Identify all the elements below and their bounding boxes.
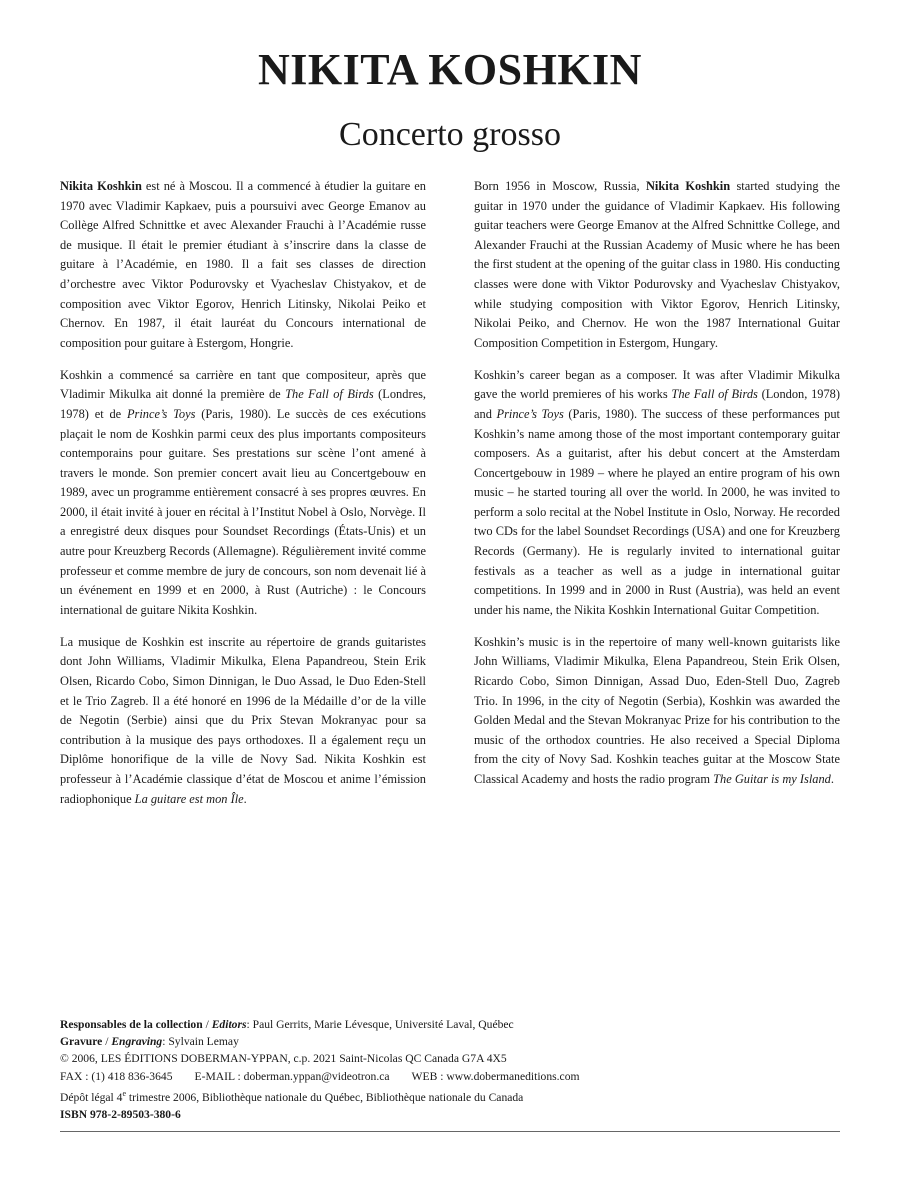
text-run: (Paris, 1980). Le succès de ces exécutions plaçait le nom de Koshkin parmi ceux des plus importants compositeurs contemporains pour guitare. Ses prestations sur scène l’ont amené à travers le monde. Son premier concert avait lieu au Concertgebouw en 1989, avec un programme entièrement consacré à ses propres œuvres. En 2000, il était invité à jouer en récital à l’Institut Nobel à Oslo, Norvège. Il a enregistré deux disques pour Soundset Recordings (États-Unis) et un autre pour Kreuzberg Records (Allemagne). Régulièrement invité comme professeur et comme membre de jury de concours, son nom devenait lié à un événement en 1999 et en 2000, à Rust (Autriche) : le Concours international de guitare Nikita Koshkin. [60,406,427,617]
isbn-line [60,1106,840,1123]
engraving-separator: / [102,1035,112,1049]
text-run: est né à Moscou. Il a commencé à étudier la guitare en 1970 avec Vladimir Kapkaev, puis a poursuivi avec George Emanov au Collège Alfred Schnittke et avec Alexander Frauchi à l’Académie russe de musique. Il était le premier étudiant à s’inscrire dans la classe de guitare à l’Académie, en 1980. Il a fait ses classes de direction d’orchestre avec Viktor Podurovsky et Vyacheslav Chistyakov, et de composition avec Viktor Egorov, Henrich Litinsky, Nikolai Peiko et Chernov. En 1987, il était lauréat du Concours international de composition pour guitare à Estergom, Hongrie. [60,179,426,350]
website: WEB : www.dobermaneditions.com [411,1069,580,1083]
text-run: . [830,772,834,786]
isbn: ISBN 978-2-89503-380-6 [60,1107,181,1121]
work-title-italic: The Fall of Birds [285,387,374,402]
engraving-value: : Sylvain Lemay [162,1035,239,1049]
copyright-line: © 2006, LES ÉDITIONS DOBERMAN-YPPAN, c.p. 2021 Saint-Nicolas QC Canada G7A 4X5 [60,1052,507,1066]
footer-rule [60,1131,840,1132]
engraving-label-english: Engraving [111,1035,163,1049]
english-paragraph-2 [474,366,840,621]
legal-deposit-superscript: e [122,1088,127,1098]
text-run: Born 1956 in Moscow, Russia, [474,179,646,193]
editors-value: : Paul Gerrits, Marie Lévesque, Université Laval, Québec [246,1018,514,1031]
french-paragraph-2 [60,366,426,621]
french-paragraph-1 [60,177,426,353]
work-title-italic: La guitare est mon Île [134,791,244,806]
work-title-italic: The Fall of Birds [671,387,758,402]
french-biography-column [60,177,426,822]
publisher-footer [60,1016,840,1132]
french-paragraph-3 [60,633,426,809]
english-biography-column [474,177,840,802]
text-run: Koshkin’s career began as a composer. It was after Vladimir Mikulka gave the world premieres of his works [474,367,840,402]
english-paragraph-3 [474,633,840,790]
work-title-italic: Prince’s Toys [496,406,564,421]
text-run: Koshkin’s music is in the repertoire of many well-known guitarists like John Williams, Vladimir Mikulka, Elena Papandreou, Stein Erik Olsen, Ricardo Cobo, Simon Dinnigan, Assad Duo, Eden-Stell Duo, Zagreb Trio. In 1996, in the city of Negotin (Serbia), Koshkin was awarded the Golden Medal and the Stevan Mokranyac Prize for his contribution to the music of the orthodox countries. He also received a Special Diploma from the city of Novy Sad. Koshkin teaches guitar at the Moscow State Classical Academy and hosts the radio program [474,634,840,786]
engraving-label: Gravure [60,1035,103,1049]
text-run: (London, 1978) and [474,387,840,421]
work-title: Concerto grosso [339,116,561,153]
editors-label: Responsables de la collection [60,1018,203,1031]
text-run: Koshkin a commencé sa carrière en tant que compositeur, après que Vladimir Mikulka ait donné la première de [60,367,426,402]
editors-label-english: Editors [211,1018,247,1031]
bold-name: Nikita Koshkin [645,179,731,193]
editors-separator: / [202,1018,212,1031]
legal-deposit-prefix: Dépôt légal 4 [60,1090,123,1104]
text-run: (Londres, 1978) et de [60,387,426,421]
legal-deposit-line [60,1085,840,1106]
contact-line [60,1068,840,1085]
engraving-line [60,1033,840,1050]
editors-line [60,1016,840,1033]
text-run: started studying the guitar in 1970 under the guidance of Vladimir Kapkaev. His following guitar teachers were George Emanov at the Alfred Schnittke College, and Alexander Frauchi at the Russian Academy of Music where he has been the first student at the opening of the guitar class in 1980. His conducting classes were done with Viktor Podurovsky and Vyacheslav Chistyakov, while studying composition with Viktor Egorov, Henrich Litinsky, Nikolai Peiko, and Chernov. He won the 1987 International Guitar Composition Competition in Estergom, Hungary. [474,179,840,350]
legal-deposit-suffix: trimestre 2006, Bibliothèque nationale du Québec, Bibliothèque nationale du Canada [126,1090,524,1104]
bold-name: Nikita Koshkin [60,179,142,193]
text-run: La musique de Koshkin est inscrite au répertoire de grands guitaristes dont John Williams, Vladimir Mikulka, Elena Papandreou, Stein Erik Olsen, Ricardo Cobo, Simon Dinnigan, le Duo Assad, le Duo Eden-Stell et le Trio Zagreb. Il a été honoré en 1996 de la Médaille d’or de la ville de Negotin (Serbie) ainsi que du Prix Stevan Mokranyac pour sa contribution à la musique des pays orthodoxes. Il a également reçu un Diplôme honorifique de la ville de Novy Sad. Nikita Koshkin est professeur à l’Académie classique d’état de Moscou et anime l’émission radiophonique [60,634,426,806]
work-title-italic: Prince’s Toys [126,406,196,421]
text-run: (Paris, 1980). The success of these performances put Koshkin’s name among those of the most important contemporary guitar composers. As a guitarist, after his debut concert at the Amsterdam Concertgebouw in 1989 – where he played an entire program of his own music – he started touring all over the world. In 2000, he was invited to perform a solo recital at the Nobel Institute in Oslo, Norway. He recorded two CDs for the label Soundset Recordings (USA) and one for Kreuzberg Records (Germany). He is regularly invited to international guitar festivals as a teacher as well as a judge in international guitar competitions. In 1999 and in 2000 in Rust (Austria), was held an event under his name, the Nikita Koshkin International Guitar Competition. [474,406,840,617]
composer-name: NIKITA KOSHKIN [258,45,642,94]
work-title-italic: The Guitar is my Island [713,772,831,786]
email-address: E-MAIL : doberman.yppan@videotron.ca [194,1069,390,1083]
text-run: . [243,791,247,806]
fax-number: FAX : (1) 418 836-3645 [60,1069,173,1083]
english-paragraph-1 [474,177,840,353]
